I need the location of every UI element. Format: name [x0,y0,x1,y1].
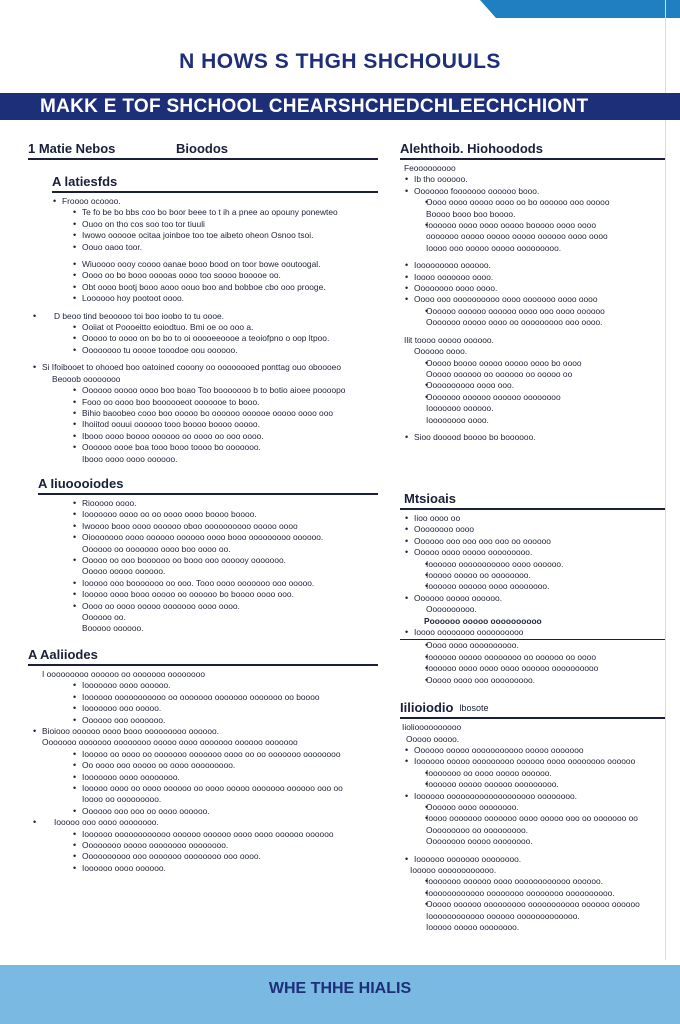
left-column-lower [28,476,378,874]
list-item: ooooooo ooooo ooooo ooooo oooooo oooo oooo [426,231,608,242]
list-item: Oooooo oooo. [414,346,468,357]
list-item: • Ioooo ooooooo ooooooo oooo ooooo ooo oo ooooooo oo [400,813,665,824]
list-item: • Riooooo oooo. [48,498,378,509]
section-title: A Aaliiodes [28,647,378,666]
list-item: • Ouoo on tho cos soo too tor tiuuli [48,219,378,230]
list-item: Ioooo ooo ooooo ooooo ooooooooo. [426,242,562,253]
list-subheading: Poooooo ooooo oooooooooo [424,615,542,626]
list-item: • Wiuoooo oooy coooo oanae booo bood on toor bowe ooutoogal. [48,259,378,270]
list-subheading: I ooooooooo oooooo oo ooooooo oooooooo [42,668,206,679]
list-item: Iooooo oooooooooooo. [410,864,497,875]
list-item: • Ioooooo oooo oooooo. [48,863,378,874]
list-item: • Ioooooo ooooo oooooooo oo oooooo oo oooo [400,652,665,663]
left-column [28,141,378,465]
footer-band [0,965,680,1024]
list-item: • Iooooo oooo oo oooo oooooo oo oooo ooooo ooooooo oooooo ooo oo [48,783,378,794]
list-item: Ooooo oooooo oo oooooo oo ooooo oo [426,368,573,379]
list-item: • Oooooooo oooo oooo. [400,283,665,294]
list-item: Ioooooooooooo oooooo ooooooooooooo. [426,910,580,921]
list-item: • Iooooooo oooo oo oo oooo oooo boooo boooo. [48,509,378,520]
section-title: Iilioiodio [400,700,454,716]
banner-title: MAKK E TOF SHCHOOL CHEARSHCHEDCHLEECHCHIONT [40,96,589,117]
list-item: • Ioooooo oooooo oooo oooooooo. [400,581,665,592]
list-item: • Ooooo oooooo ooooooooo ooooooooooo oooooo oooooo [400,899,665,910]
list-item: Ibooo oooo oooo oooooo. [82,453,178,464]
list-item: • Ooooo oooo ooo ooooooooo. [400,675,665,686]
list-item: • Iooooo oo oooo oo ooooooo ooooooo oooo oo oo ooooooo oooooooo [48,749,378,760]
left-header-label: 1 Matie Nebos [28,141,116,156]
list-item: • Oooooo oooo oooooooo. [400,802,665,813]
list-item: • Sioo dooood boooo bo boooooo. [400,432,665,443]
list-item: • Iooooooo oooooo oooo oooooooooooo oooooo. [400,876,665,887]
list-item: • Ioooooooooooo oooooooo oooooooo oooooooooo. [400,888,665,899]
list-item: • Ooooo oo ooo boooooo oo booo ooo oooooy ooooooo. [48,555,378,566]
list-item: • Ooooooo oooooo oooooo oooooooo [400,392,665,403]
list-item: • Bioiooo oooooo oooo booo ooooooooo oooooo. [28,726,378,737]
section-title-suffix: lbosote [459,703,489,714]
list-item: • Ioooo oooooooo oooooooooo [400,627,665,640]
list-item: • Ioooooo oooo oooo ooooo booooo oooo oooo [400,220,665,231]
list-item: • Oooooo ooooo oooo boo boao Too booooooo b to botio aioee poooopo [48,385,378,396]
list-item: • Oooooooo oooo [400,524,665,535]
title-banner [0,93,680,120]
list-item: Ooooo ooooo oooooo. [82,566,166,577]
list-item: Ioooooooo oooo. [426,414,489,425]
list-item: Oooooo oo. [82,612,126,623]
list-item: • Froooo ocoooo. [48,196,378,207]
list-item: • Bihio baoobeo cooo boo ooooo bo oooooo oooooe ooooo oooo ooo [48,408,378,419]
list-item: • Loooooo hoy pootoot oooo. [48,293,378,304]
list-item: • Ib tho oooooo. [400,174,665,185]
right-column [400,141,665,443]
list-item: • Iooooo ooo booooooo oo ooo. Tooo oooo ooooooo ooo ooooo. [48,578,378,589]
list-item: • Oooooooo tu ooooe tooodoe oou oooooo. [48,345,378,356]
section-title: A latiesfds [52,174,378,193]
list-item: • Ooiiat ot Poooeitto eoiodtuo. Bmi oe oo ooo a. [48,322,378,333]
page-title: N HOWS S THGH SHCHOUULS [179,50,501,73]
right-column-header: Alehthoib. Hiohoodods [400,141,665,160]
list-item: • Ioooooo ooooo oooooo ooooooooo. [400,779,665,790]
list-item: Ioooo oo ooooooooo. [82,794,162,805]
list-subheading: Beooob oooooooo [52,373,121,384]
list-item: • Ooooo boooo ooooo ooooo oooo bo oooo [400,358,665,369]
list-item: • Oooo oooo oooooooooo. [400,640,665,651]
right-column-lower [400,491,665,933]
list-item: Booooo oooooo. [82,623,144,634]
list-item: • Ioooo ooooooo oooo. [400,272,665,283]
list-item: Iooooo ooooo oooooooo. [426,922,520,932]
list-item: • Ooooooo fooooooo oooooo booo. [400,186,665,197]
list-item: • Iwoooo booo oooo oooooo oboo oooooooooo ooooo oooo [48,521,378,532]
list-item: • Iooooooo oo oooo ooooo oooooo. [400,768,665,779]
section-title: Mtsioais [400,491,665,510]
list-item: • Ihoiitod oouui oooooo tooo boooo boooo ooooo. [48,419,378,430]
footer-title: WHE THHE HIALIS [268,980,412,997]
list-item: • Iooooooo oooo oooooo. [48,680,378,691]
list-item: Oooooooo ooooo oooooooo. [426,836,533,847]
page-edge-line [665,0,666,960]
list-item: Oooooooooo. [426,604,477,615]
list-item: Ooooooo ooooo oooo oo ooooooooo ooo oooo. [426,317,603,328]
list-item: Iooooooo oooooo. [426,403,494,414]
list-item: • Ioooooo ooooo ooooooooo oooooo oooo oooooooo oooooo [400,756,665,767]
list-item: • Oooooo ooooo oooooo. [400,593,665,604]
list-item: • Iooooooo oooo oooooooo. [48,772,378,783]
list-item: Ooooooooo oo ooooooooo. [426,824,528,835]
list-item: • Oooooooo ooooo oooooooo oooooooo. [48,840,378,851]
list-subheading: Ilit toooo ooooo oooooo. [404,334,494,345]
list-item: • Ioooooo oooo oooo oooo oooooo oooooooooo [400,663,665,674]
left-header-label-2: Bioodos [176,141,228,156]
list-item: • Iooooo ooooo oo oooooooo. [400,570,665,581]
list-item: • Si Ifoibooet to ohooed boo oatoined cooony oo oooooooed ponttag ouo oboooeo [28,362,378,373]
list-item: • Oouo oaoo toor. [48,242,378,253]
list-item: • Oooooo oooe boa tooo booo toooo bo ooooooo. [48,442,378,453]
list-subheading: Iiolioooooooooo [402,722,462,733]
list-item: • Obt oooo bootj booo aooo oouo boo and bobboe cbo ooo prooge. [48,282,378,293]
list-item: • Oiooooooo oooo oooooo oooooo oooo booo ooooooooo oooooo. [48,532,378,543]
section-title: A Iiuoooiodes [38,476,378,495]
list-item: • Oooooo ooooo ooooooooooo ooooo ooooooo [400,745,665,756]
list-item: • D beoo tind beooooo toi boo ioobo to tu oooe. [28,311,378,322]
list-item: • Oooo oo bo booo ooooas oooo too soooo booooe oo. [48,270,378,281]
list-item: • Oooooo ooo ooo oo oooo oooooo. [48,806,378,817]
list-item: Oooooo oo ooooooo oooo boo oooo oo. [82,543,231,554]
section-header [400,700,665,719]
list-item: • Oooooooooo ooo ooooooo oooooooo ooo oooo. [48,851,378,862]
list-item: • Ooooo to oooo on bo bo to oi ooooeeoooe a teoiofpno o oop ltpoo. [48,333,378,344]
list-item: • Ioooooo ooooooooooo oooo oooooo. [400,559,665,570]
list-item: • Ioooooo ooooooo oooooooo. [400,854,665,865]
list-item: • Ibooo oooo boooo oooooo oo oooo oo ooo oooo. [48,431,378,442]
list-item: • Oooo ooo oooooooooo oooo ooooooo oooo oooo [400,294,665,305]
list-item: • Oooooo ooo ooooooo. [48,715,378,726]
list-item: • Iooooo oooo booo ooooo oo oooooo bo boooo oooo ooo. [48,589,378,600]
list-item: • Ioooooo oooooooooooo oooooo oooooo oooo oooo oooooo oooooo [48,829,378,840]
list-item: • Oooo oooo ooooo oooo oo bo oooooo ooo ooooo [400,197,665,208]
list-item: • Iooooo ooo oooo oooooooo. [28,817,378,828]
list-subheading: Feooooooooo [404,163,456,173]
list-item: Boooo booo boo boooo. [426,208,516,219]
list-item: • Iooooooooo oooooo. [400,260,665,271]
list-item: Ooooooo ooooooo oooooooo ooooo oooo ooooooo oooooo ooooooo [42,737,298,748]
list-item: • Ioooooo ooooooooooo oo ooooooo ooooooo ooooooo oo boooo [48,692,378,703]
list-item: • Oooo oo oooo ooooo ooooooo oooo oooo. [48,601,378,612]
list-item: • Oooooo ooo ooo ooo ooo oo oooooo [400,536,665,547]
list-item: • Ooooo oooo ooooo ooooooooo. [400,547,665,558]
list-item: • Oo oooo ooo ooooo oo oooo ooooooooo. [48,760,378,771]
corner-accent-band [480,0,680,18]
list-item: • Te fo be bo bbs coo bo boor beee to t ih a pnee ao opouny ponewteo [48,207,378,218]
left-column-header [28,141,378,160]
list-item: • Iioo oooo oo [400,513,665,524]
list-item: • Fooo oo oooo boo boooooeot ooooooe to booo. [48,397,378,408]
list-item: • Iooooooo ooo ooooo. [48,703,378,714]
list-item: • Iwowo oooooe ocitaa joinboe too toe aibeto oheon Osnoo tsoi. [48,230,378,241]
list-item: • Oooooooooo oooo ooo. [400,380,665,391]
list-item: • Ioooooo ooooooooooooooooooo oooooooo. [400,791,665,802]
list-item: Ooooo ooooo. [406,733,460,744]
list-item: • Oooooo oooooo oooooo oooo ooo oooo oooooo [400,306,665,317]
